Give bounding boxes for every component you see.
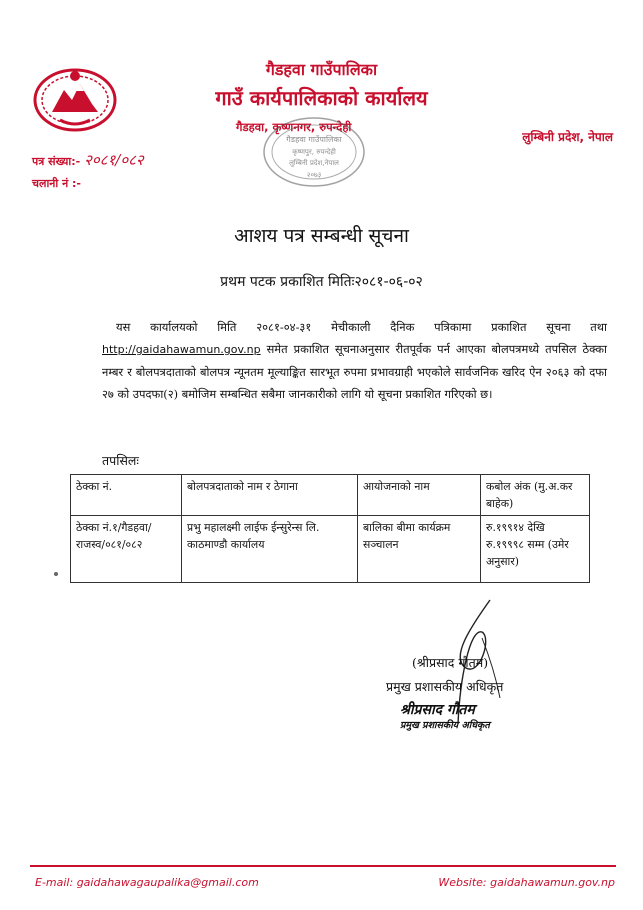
signer-stamp-name: श्रीप्रसाद गौतम — [400, 702, 475, 718]
notice-body-part2: समेत प्रकाशित सूचनाअनुसार रीतपूर्वक पर्न आएका बोलपत्रमध्ये तपसिल ठेक्का नम्बर र बोलपत्रदाताको बोलपत्र न्यूनतम मूल्याङ्कित सारभूत रुपमा प्रभावग्राही भएकोले सार्वजनिक खरिद ऐन २०६३ को दफा २७ को उपदफा(२) बमोजिम सम्बन्धित सबैमा जानकारीको लागि यो सूचना प्रकाशित गरिएको छ। — [102, 342, 607, 401]
table-header: बोलपत्रदाताको नाम र ठेगाना — [182, 475, 358, 516]
svg-text:गैडहवा गाउँपालिका: गैडहवा गाउँपालिका — [286, 135, 342, 144]
notice-title: आशय पत्र सम्बन्धी सूचना — [234, 225, 409, 247]
office-stamp-icon — [258, 112, 370, 192]
footer-divider — [30, 865, 616, 867]
svg-text:लुम्बिनी प्रदेश,नेपाल: लुम्बिनी प्रदेश,नेपाल — [289, 159, 339, 167]
table-cell: रु.१९९१४ देखि रु.१९९९८ सम्म (उमेर अनुसार) — [481, 516, 590, 583]
table-cell: बालिका बीमा कार्यक्रम सञ्चालन — [358, 516, 481, 583]
table-row — [71, 516, 590, 583]
notice-body — [102, 316, 607, 405]
dispatch-number-label: चलानी नं :- — [32, 177, 81, 190]
table-cell: ठेक्का नं.१/गैडहवा/राजस्व/०८१/०८२ — [71, 516, 182, 583]
office-title: गाउँ कार्यपालिकाको कार्यालय — [215, 86, 428, 110]
svg-text:कृष्णपुर, रुपन्देही: कृष्णपुर, रुपन्देही — [292, 148, 336, 156]
letter-number-label: पत्र संख्या:- — [32, 155, 81, 168]
office-address: गैडहवा, कृष्णनगर, रुपन्देही — [236, 120, 352, 134]
table-header-row — [71, 475, 590, 516]
svg-text:२०७३: २०७३ — [306, 171, 322, 179]
notice-body-part1: यस कार्यालयको मिति २०८१-०४-३१ मेचीकाली दैनिक पत्रिकामा प्रकाशित सूचना तथा — [116, 320, 607, 334]
signer-stamp-title: प्रमुख प्रशासकीय अधिकृत — [400, 720, 490, 731]
signer-name: (श्रीप्रसाद गौतम) — [412, 655, 489, 670]
province-label: लुम्बिनी प्रदेश, नेपाल — [522, 130, 613, 144]
table-header: ठेक्का नं. — [71, 475, 182, 516]
bid-table — [70, 474, 590, 583]
website-link[interactable]: http://gaidahawamun.gov.np — [102, 343, 261, 356]
notice-subtitle: प्रथम पटक प्रकाशित मितिः२०८१-०६-०२ — [220, 274, 423, 290]
details-label: तपसिलः — [102, 453, 139, 468]
signer-designation: प्रमुख प्रशासकीय अधिकृत — [386, 679, 504, 694]
letter-number — [32, 150, 144, 170]
footer-email: E-mail: gaidahawagaupalika@gmail.com — [35, 876, 259, 889]
footer-website: Website: gaidahawamun.gov.np — [438, 876, 615, 889]
table-header: कबोल अंक (मु.अ.कर बाहेक) — [481, 475, 590, 516]
margin-mark — [54, 572, 58, 576]
letter-number-value: २०८१/०८२ — [84, 151, 144, 169]
table-cell: प्रभु महालक्ष्मी लाईफ ईन्सुरेन्स लि. काठमाण्डौ कार्यालय — [182, 516, 358, 583]
municipality-name: गैडहवा गाउँपालिका — [265, 60, 378, 79]
dispatch-number — [32, 176, 81, 191]
table-header: आयोजनाको नाम — [358, 475, 481, 516]
